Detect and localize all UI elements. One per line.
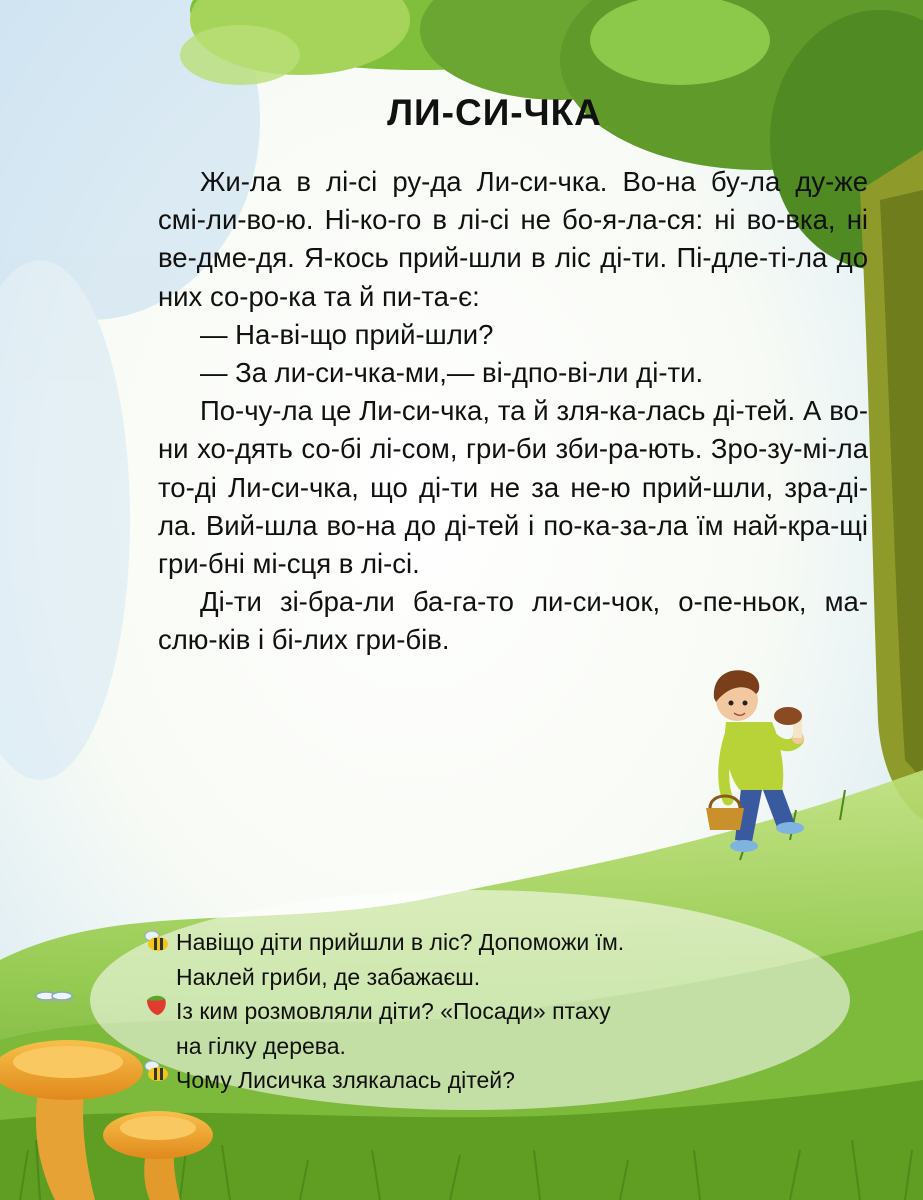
task-line: Із ким розмовляли діти? «Посади» птаху	[176, 998, 611, 1024]
story-paragraph: Ді-ти зі-бра-ли ба-га-то ли-си-чок, о-пе-ньок, ма-слю-ків і бі-лих гри-бів.	[158, 586, 868, 656]
task-item-2	[176, 994, 736, 1063]
dialog-line: — За ли-си-чка-ми,— ві-дпо-ві-ли ді-ти.	[200, 357, 704, 389]
story-text	[158, 163, 868, 660]
bee-icon	[143, 930, 169, 952]
bee-icon	[143, 1060, 169, 1082]
task-line: на гілку дерева.	[176, 1032, 346, 1059]
dialog-line: — На-ві-що прий-шли?	[200, 318, 494, 350]
task-item-3	[176, 1063, 736, 1098]
task-line: Чому Лисичка злякалась дітей?	[176, 1067, 515, 1093]
task-line: Наклей гриби, де забажаєш.	[176, 963, 481, 990]
story-title: ЛИ-СИ-ЧКА	[387, 92, 602, 133]
task-line: Навіщо діти прийшли в ліс? Допоможи їм.	[176, 929, 625, 955]
story-paragraph: Жи-ла в лі-сі ру-да Ли-си-чка. Во-на бу-ла ду-же смі-ли-во-ю. Ні-ко-го в лі-сі не бо-я-ла-ся: ні во-вка, ні ве-дме-дя. Я-кось прий-шли в ліс ді-ти. Пі-дле-ті-ла до них со-ро-ка та й пи-та-є:	[158, 166, 868, 312]
story-paragraph: По-чу-ла це Ли-си-чка, та й зля-ка-лась ді-тей. А во-ни хо-дять со-бі лі-сом, гри-би зби-ра-ють. Зро-зу-мі-ла то-ді Ли-си-чка, що ді-ти не за не-ю прий-шли, зра-ді-ла. Вий-шла во-на до ді-тей і по-ка-за-ла їм най-кра-щі гри-бні мі-сця в лі-сі.	[158, 395, 868, 580]
strawberry-icon	[143, 994, 169, 1016]
dragonfly-icon	[36, 992, 72, 1000]
task-list	[176, 925, 736, 1098]
task-item-1	[176, 925, 736, 994]
